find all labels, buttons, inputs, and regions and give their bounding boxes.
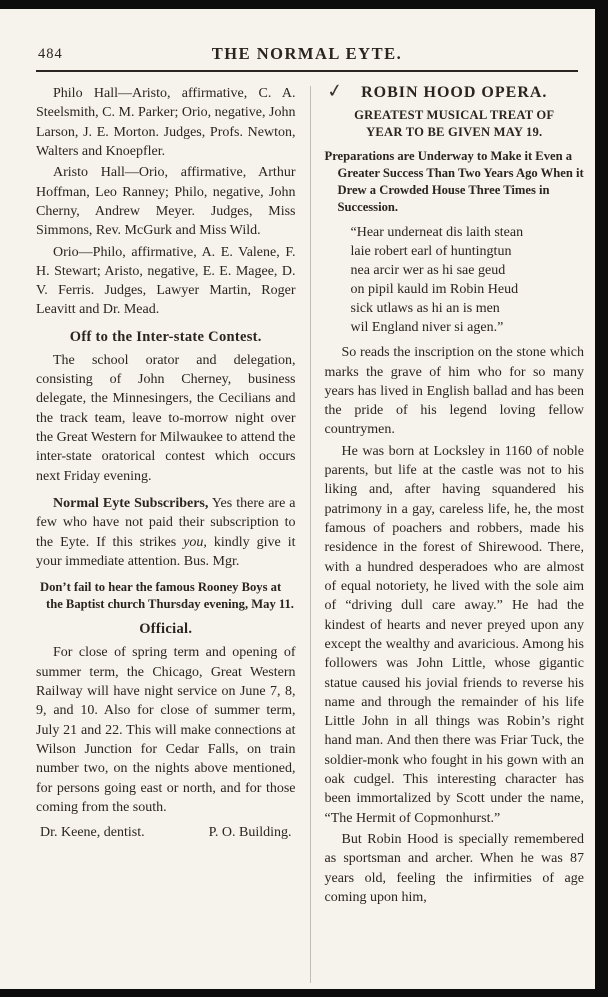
epitaph-verse <box>351 223 585 337</box>
verse-line: “Hear underneat dis laith stean <box>350 225 524 240</box>
subscribers-text: kindly give it your immediate attention. Bus. Mgr. <box>36 534 296 569</box>
official-paragraph: For close of spring term and opening of summer term, the Chicago, Great Western Railway will have night service on June 7, 8, 9, and 10. Also for close of summer term, July 21 and 22. This will make connections at Wilson Junction for Cedar Falls, on train number two, on the nights above mentioned, for persons going east or north, and for those coming from the south. <box>36 645 296 815</box>
subscribers-text: Yes there are a few who have not paid their subscription to the Eyte. If this strikes <box>36 495 296 550</box>
page-header <box>36 44 578 72</box>
article-paragraph: He was born at Locksley in 1160 of noble parents, but life at the castle was not to his liking and, after having squandered his patrimony in a gay, careless life, he, the most famous of poachers and robbers, made his residence in the forest of Shirewood. There, with a hundred desperadoes who are almost of equal notoriety, he lived with the sole aim of “driving dull care away.” He had the kindest of hearts and never preyed upon any except the wealthy and avaricious. Among his followers was John Little, whose gigantic statue caused his jovial friends to reverse his name and through the remainder of his life Little John in all things was Robin’s right hand man. And then there was Friar Tuck, the soldier-monk who fought in his gown with an oak cudgel. This interesting character has been immortalized by Scott under the name, “The Hermit of Copmonhurst.” <box>324 443 584 826</box>
headline-deck: Preparations are Underway to Make it Even a Greater Success Than Two Years Ago When it Drew a Crowded House Three Times in Succession. <box>324 149 584 214</box>
right-column <box>324 79 585 983</box>
robin-hood-headline <box>325 79 585 104</box>
headline-subhead: GREATEST MUSICAL TREAT OF YEAR TO BE GIVEN MAY 19. <box>354 108 555 139</box>
scan-border-top <box>0 0 608 9</box>
verse-line: on pipil kauld im Robin Heud <box>350 282 519 298</box>
rooney-boys-notice: Don’t fail to hear the famous Rooney Boys at the Baptist church Thursday evening, May 11. <box>40 580 294 611</box>
checkmark-annotation: ✓ <box>325 79 345 104</box>
scan-border-bottom <box>0 989 608 997</box>
dentist-ad: Dr. Keene, dentist. <box>40 825 145 841</box>
official-heading: Official. <box>139 621 193 638</box>
verse-line: wil England niver si agen.” <box>350 320 504 336</box>
article-columns <box>36 79 584 983</box>
page-number: 484 <box>38 46 63 62</box>
verse-line: sick utlaws as hi an is men <box>350 301 500 317</box>
subscribers-lead: Normal Eyte Subscribers, <box>53 495 209 511</box>
scan-border-right <box>595 0 608 997</box>
masthead-title: THE NORMAL EYTE. <box>211 44 403 63</box>
headline-text: ROBIN HOOD OPERA. <box>361 84 548 101</box>
classified-line <box>40 825 292 841</box>
subscribers-paragraph <box>36 494 296 571</box>
left-column <box>36 84 296 983</box>
interstate-contest-paragraph: The school orator and delegation, consisting of John Cherney, business delegate, the Minnesingers, the Cecilians and the track team, leave to-morrow night over the Great Western for Milwaukee to attend the inter-state oratorical contest which occurs next Friday evening. <box>36 352 296 484</box>
subscribers-emphasis: you, <box>183 534 207 550</box>
interstate-contest-heading: Off to the Inter-state Contest. <box>69 328 262 345</box>
verse-line: laie robert earl of huntingtun <box>350 244 512 260</box>
article-paragraph: But Robin Hood is specially remembered as sportsman and archer. When he was 87 years old, feeling the infirmities of age coming upon him, <box>324 832 584 905</box>
society-paragraph: Orio—Philo, affirmative, A. E. Valene, F. H. Stewart; Aristo, negative, E. E. Magee, D. V. Ferris. Judges, Lawyer Martin, Roger Leavitt and Dr. Mead. <box>36 244 296 318</box>
society-paragraph: Aristo Hall—Orio, affirmative, Arthur Hoffman, Leo Ranney; Philo, negative, John Cherny, Andrew Meyer. Judges, Miss Simmons, Rev. McGurk and Miss Wild. <box>36 165 296 239</box>
verse-line: nea arcir wer as hi sae geud <box>350 263 506 279</box>
article-paragraph: So reads the inscription on the stone which marks the grave of him who for so many years has lived in English ballad and has been the pride of his legend loving fellow countrymen. <box>324 345 584 438</box>
dentist-ad-location: P. O. Building. <box>208 825 292 841</box>
society-paragraph: Philo Hall—Aristo, affirmative, C. A. Steelsmith, C. M. Parker; Orio, negative, John Larson, J. E. Morton. Judges, Profs. Newton, Walters and Knoepfler. <box>36 86 296 159</box>
column-divider-rule <box>310 86 311 983</box>
